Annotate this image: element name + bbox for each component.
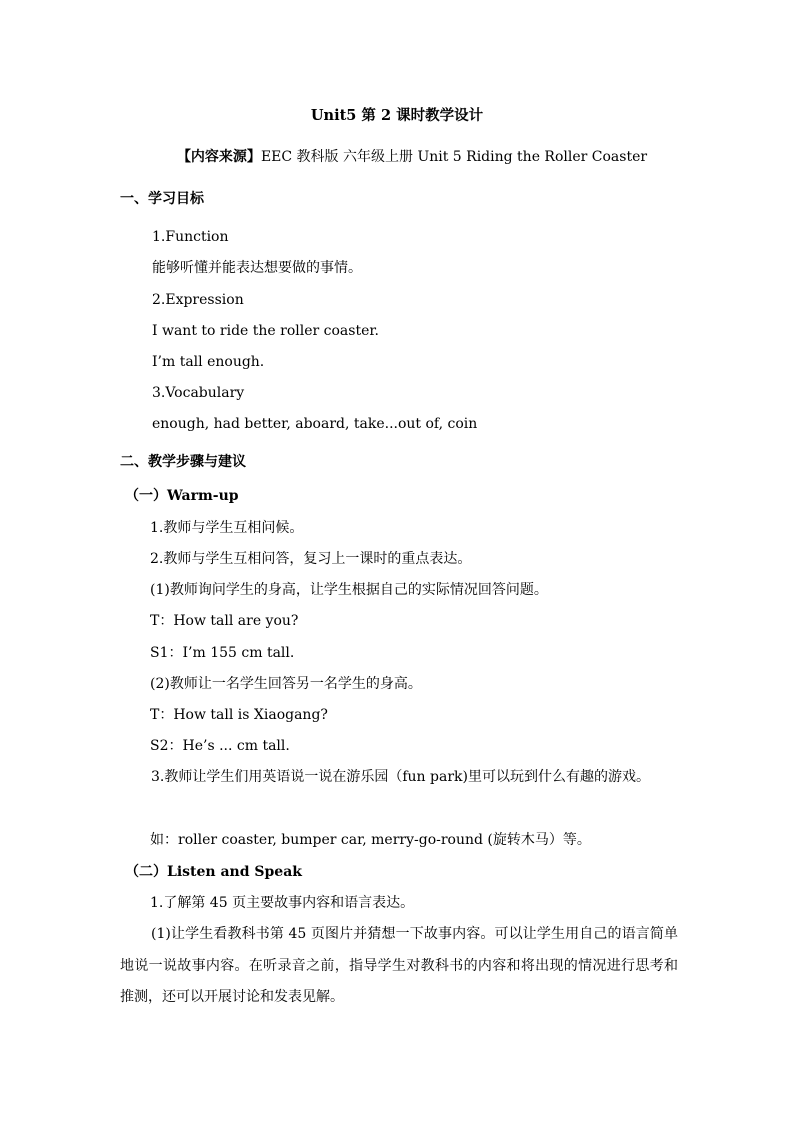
subsection-heading-warmup: （一）Warm-up [125,488,239,504]
content-source [0,147,794,167]
dialogue-student-2: S2：He’s ... cm tall. [150,738,290,754]
source-label: 【内容来源】 [176,149,261,165]
subsection-heading-listen-speak: （二）Listen and Speak [125,864,302,880]
warmup-step-2-1: (1)教师询问学生的身高，让学生根据自己的实际情况回答问题。 [150,582,548,598]
objective-function-label: 1.Function [152,229,229,245]
objective-function-text: 能够听懂并能表达想要做的事情。 [152,260,362,276]
dialogue-teacher-2: T：How tall is Xiaogang? [150,707,328,723]
expression-line-2: I’m tall enough. [152,354,265,370]
expression-line-1: I want to ride the roller coaster. [152,323,379,339]
warmup-step-2-2: (2)教师让一名学生回答另一名学生的身高。 [150,676,422,692]
objective-expression-label: 2.Expression [152,292,244,308]
objective-vocabulary-label: 3.Vocabulary [152,385,245,401]
warmup-step-3: 3.教师让学生们用英语说一说在游乐园（fun park)里可以玩到什么有趣的游戏。 [151,769,650,785]
warmup-step-2: 2.教师与学生互相问答，复习上一课时的重点表达。 [150,551,472,567]
source-text: EEC 教科版 六年级上册 Unit 5 Riding the Roller Coaster [260,149,648,165]
section-heading-objectives: 一、学习目标 [120,191,204,207]
vocabulary-words: enough, had better, aboard, take...out of, coin [152,416,478,432]
document-title: Unit5 第 2 课时教学设计 [310,107,484,124]
warmup-step-1: 1.教师与学生互相问候。 [150,520,304,536]
section-heading-steps: 二、教学步骤与建议 [120,454,246,470]
warmup-example: 如：roller coaster, bumper car, merry-go-round (旋转木马）等。 [150,832,591,848]
listen-step-1: 1.了解第 45 页主要故事内容和语言表达。 [150,895,415,911]
dialogue-teacher-1: T：How tall are you? [150,613,299,629]
listen-step-1-1: (1)让学生看教科书第 45 页图片并猜想一下故事内容。可以让学生用自己的语言简单地说一说故事内容。在听录音之前，指导学生对教科书的内容和将出现的情况进行思考和推测，还可以开展讨论和发表见解。 [120,926,678,1005]
dialogue-student-1: S1：I’m 155 cm tall. [150,645,295,661]
